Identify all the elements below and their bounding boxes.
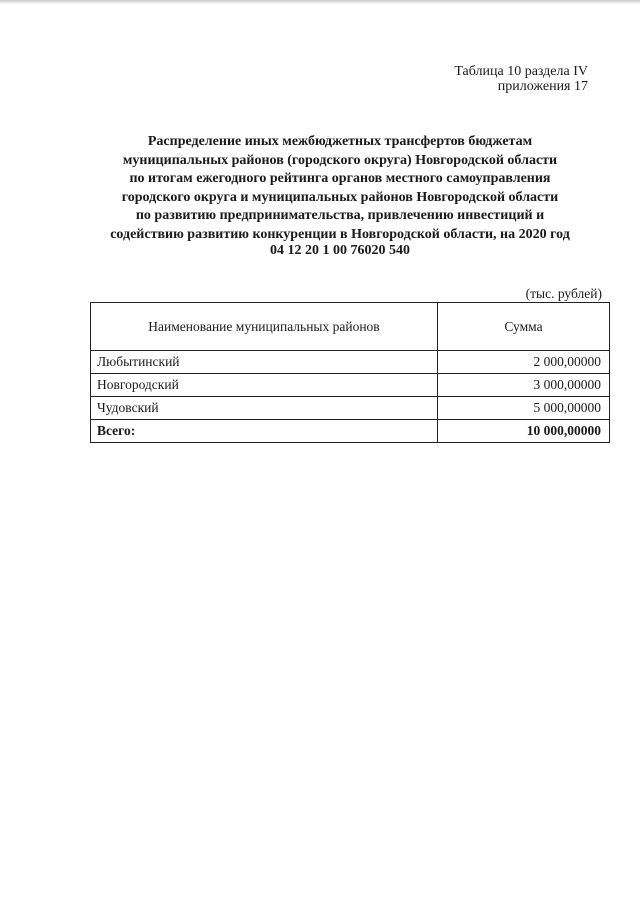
title-line: по развитию предпринимательства, привлечению инвестиций и (135, 208, 545, 223)
district-name: Любытинский (91, 351, 438, 374)
caption-line-2: приложения 17 (497, 79, 588, 94)
title-line: содействию развитию конкуренции в Новгородской области, на 2020 год (110, 226, 570, 242)
title-line: Распределение иных межбюджетных трансфертов бюджетам (147, 134, 533, 149)
title-line: городского округа и муниципальных районов Новгородской области (121, 189, 559, 205)
total-row (91, 420, 610, 443)
distribution-table (90, 302, 610, 443)
table-row (91, 374, 610, 397)
table-header-row (91, 303, 610, 351)
table-row (91, 351, 610, 374)
title-line: муниципальных районов (городского округа) Новгородской области (122, 152, 558, 168)
header-name: Наименование муниципальных районов (91, 303, 438, 351)
budget-code: 04 12 20 1 00 76020 540 (270, 243, 410, 258)
total-amount: 10 000,00000 (438, 420, 610, 443)
header-amount: Сумма (438, 303, 610, 351)
district-amount: 5 000,00000 (438, 397, 610, 420)
district-name: Новгородский (91, 374, 438, 397)
document-title (70, 133, 610, 244)
district-amount: 3 000,00000 (438, 374, 610, 397)
scan-edge (0, 0, 640, 4)
table-row (91, 397, 610, 420)
caption-line-1: Таблица 10 раздела IV (454, 64, 588, 79)
total-label: Всего: (91, 420, 438, 443)
district-name: Чудовский (91, 397, 438, 420)
district-amount: 2 000,00000 (438, 351, 610, 374)
unit-label: (тыс. рублей) (525, 286, 602, 301)
title-line: по итогам ежегодного рейтинга органов местного самоуправления (129, 171, 551, 186)
table-caption (454, 64, 588, 94)
